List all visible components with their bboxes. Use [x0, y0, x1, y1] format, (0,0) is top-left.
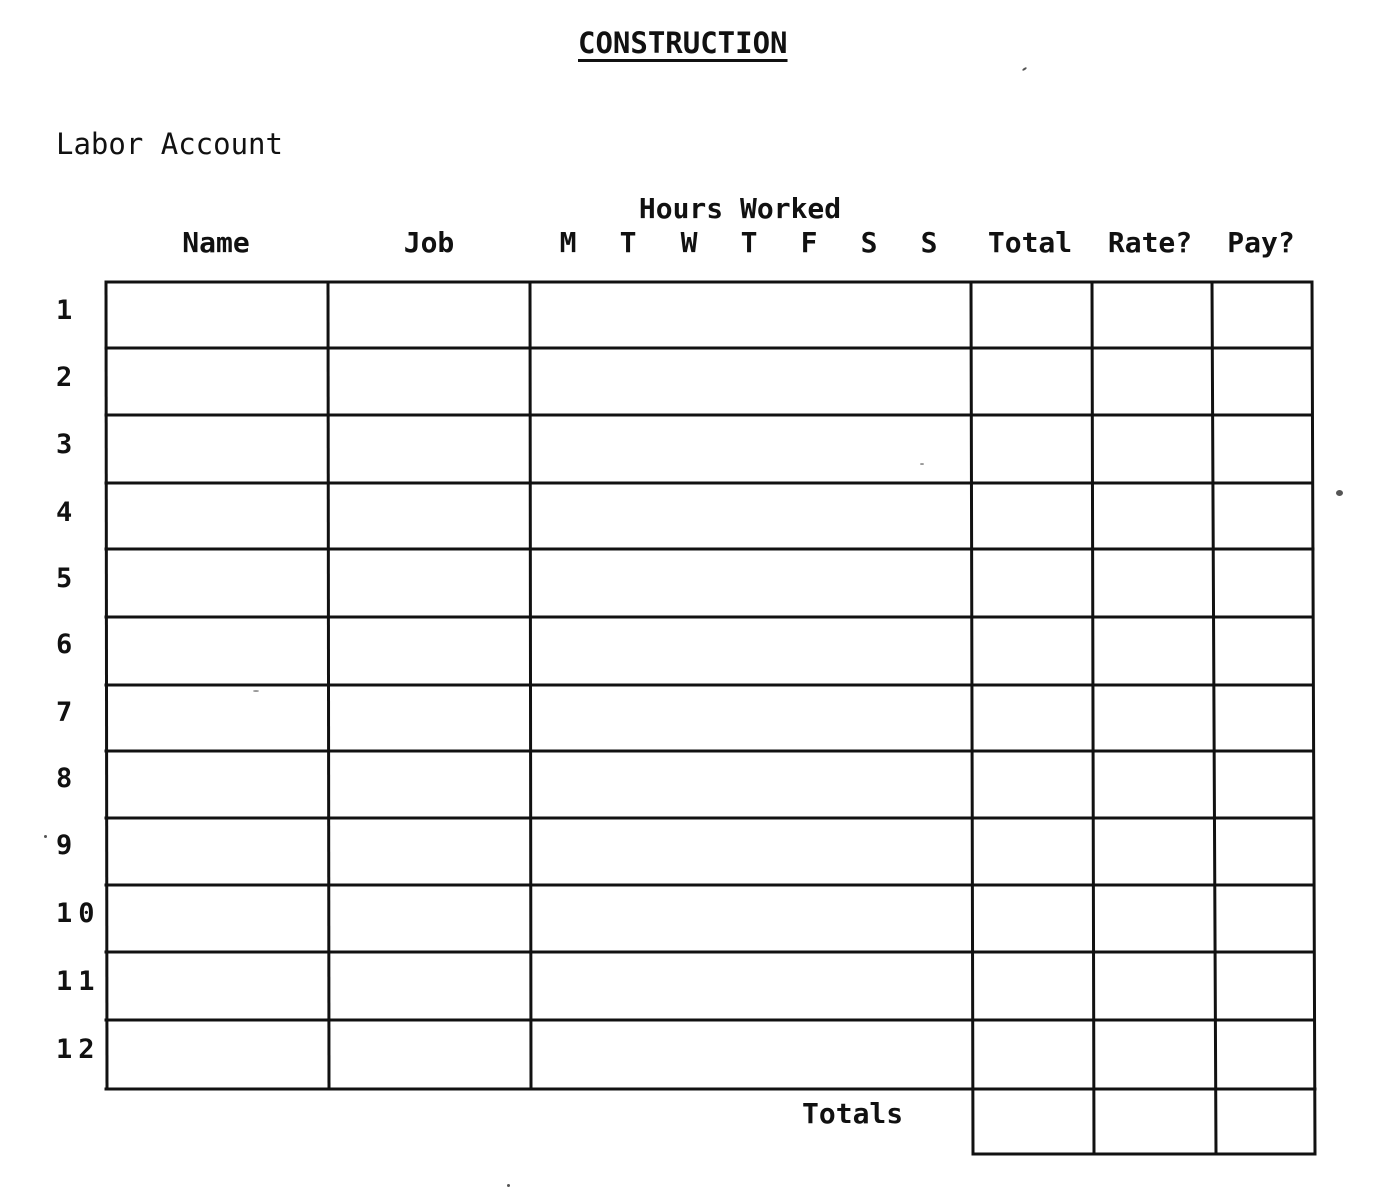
column-header-day-tue: T — [619, 226, 637, 259]
page-title: CONSTRUCTION — [578, 26, 788, 60]
scan-speck — [920, 463, 924, 465]
row-number: 3 — [56, 429, 79, 460]
grid-line — [971, 282, 973, 1154]
grid-line — [1212, 282, 1216, 1154]
column-header-day-fri: F — [800, 226, 818, 259]
column-header-day-sat: S — [860, 226, 878, 259]
form-subtitle: Labor Account — [56, 127, 283, 161]
column-header-pay: Pay? — [1227, 226, 1295, 259]
row-number: 7 — [56, 697, 79, 728]
scan-speck — [253, 690, 259, 692]
row-number: 6 — [56, 629, 79, 660]
column-header-total: Total — [987, 226, 1073, 259]
column-header-job: Job — [403, 226, 455, 259]
grid-line — [1312, 282, 1315, 1154]
column-header-rate: Rate? — [1107, 226, 1193, 259]
grid-line — [106, 282, 107, 1089]
column-header-name: Name — [182, 226, 250, 259]
column-header-day-thu: T — [740, 226, 758, 259]
hours-worked-header: Hours Worked — [638, 192, 842, 225]
row-number: 4 — [56, 497, 79, 528]
column-header-day-mon: M — [559, 226, 577, 259]
grid-line — [1092, 282, 1094, 1154]
row-number: 2 — [56, 362, 79, 393]
row-number: 8 — [56, 763, 79, 794]
row-number: 11 — [56, 966, 101, 997]
grid-line — [328, 282, 329, 1089]
grid-line — [530, 282, 531, 1089]
scan-speck — [44, 835, 47, 838]
row-number: 1 — [56, 295, 79, 326]
row-number: 12 — [56, 1034, 101, 1065]
row-number: 10 — [56, 898, 101, 929]
totals-label: Totals — [802, 1097, 904, 1130]
column-header-day-wed: W — [680, 226, 698, 259]
scan-speck — [1336, 490, 1343, 496]
column-header-day-sun: S — [920, 226, 938, 259]
row-number: 9 — [56, 830, 79, 861]
row-number: 5 — [56, 563, 79, 594]
